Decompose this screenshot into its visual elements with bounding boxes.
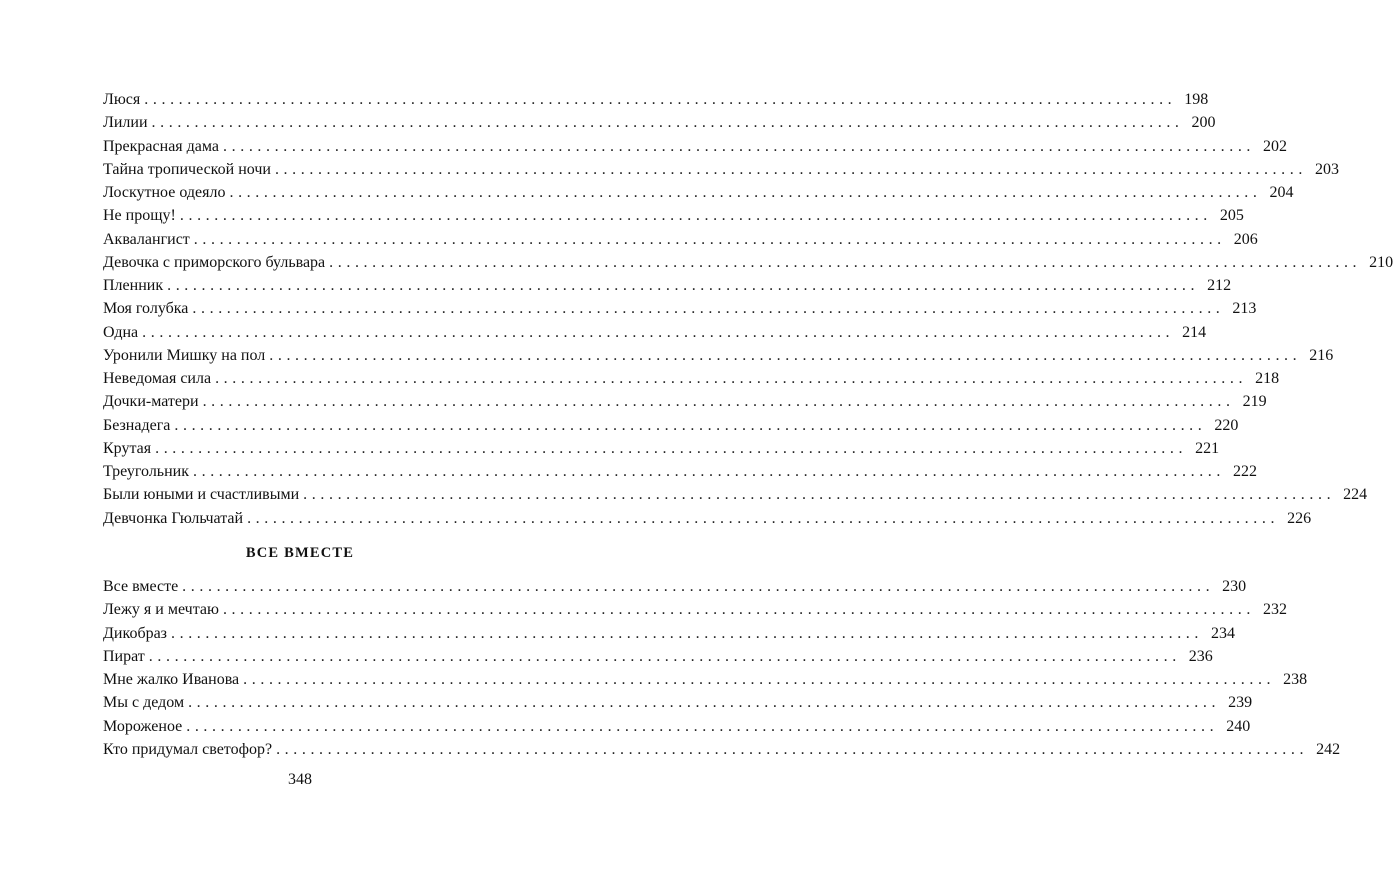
toc-entry-title: Одна (103, 323, 139, 341)
toc-entry (103, 483, 1368, 506)
toc-entry-page: 240 (1226, 717, 1251, 735)
toc-entry-page: 210 (1369, 253, 1393, 271)
toc-entry (103, 507, 1312, 530)
toc-entry (103, 622, 1235, 645)
toc-entry-page: 206 (1233, 230, 1258, 248)
toc-entry-title: Аквалангист (103, 230, 190, 248)
toc-entry (103, 344, 1334, 367)
toc-entry-title: Прекрасная дама (103, 137, 220, 155)
toc-dot-leader: ........................................................................................................................ (303, 486, 1336, 504)
toc-dot-leader: ........................................................................................................................ (144, 91, 1177, 108)
toc-dot-leader: ........................................................................................................................ (179, 207, 1212, 225)
toc-entry-page: 224 (1343, 486, 1368, 504)
toc-entry-page: 202 (1263, 137, 1288, 155)
toc-entry-page: 203 (1314, 160, 1339, 178)
toc-dot-leader: ........................................................................................................................ (274, 160, 1307, 178)
toc-entry-title: Люся (103, 91, 141, 108)
toc-entry (103, 414, 1239, 437)
toc-entry-page: 234 (1211, 624, 1235, 642)
toc-entry-title: Кто придумал светофор? (103, 740, 273, 758)
toc-dot-leader: ........................................................................................................................ (171, 624, 1203, 642)
toc-entry-title: Мы с дедом (103, 694, 185, 712)
toc-entry (103, 158, 1339, 181)
toc-dot-leader: ........................................................................................................................ (193, 230, 1226, 248)
toc-entry-title: Неведомая сила (103, 370, 212, 387)
toc-entry-title: Дочки-матери (103, 393, 199, 411)
toc-entry-title: Пират (103, 647, 145, 665)
toc-dot-leader: ........................................................................................................................ (182, 578, 1215, 595)
toc-dot-leader: ........................................................................................................................ (223, 137, 1256, 155)
toc-entry (103, 321, 1207, 344)
toc-list-part1 (103, 88, 1393, 530)
toc-entry (103, 204, 1244, 227)
toc-dot-leader: ........................................................................................................................ (329, 253, 1362, 271)
toc-entry-page: 238 (1283, 671, 1308, 688)
toc-entry-title: Безнадега (103, 416, 171, 434)
toc-entry (103, 738, 1341, 761)
toc-entry (103, 598, 1287, 621)
toc-dot-leader: ........................................................................................................................ (142, 323, 1175, 341)
toc-entry-page: 222 (1233, 463, 1257, 480)
toc-entry-page: 200 (1191, 114, 1216, 132)
toc-entry-page: 220 (1214, 416, 1239, 434)
toc-entry-title: Лилии (103, 114, 148, 132)
toc-entry (103, 297, 1257, 320)
toc-dot-leader: ........................................................................................................................ (148, 647, 1181, 665)
toc-entry (103, 181, 1294, 204)
toc-entry-title: Дикобраз (103, 624, 167, 642)
toc-entry-page: 232 (1262, 601, 1287, 619)
toc-entry (103, 135, 1288, 158)
toc-dot-leader: ........................................................................................................................ (269, 346, 1302, 364)
toc-entry-page: 213 (1232, 300, 1257, 318)
toc-entry-title: Были юными и счастливыми (103, 486, 300, 504)
toc-entry-page: 242 (1316, 740, 1341, 758)
toc-entry-page: 221 (1195, 439, 1220, 457)
toc-entry-page: 216 (1309, 346, 1334, 364)
toc-dot-leader: ........................................................................................................................ (215, 370, 1248, 387)
toc-entry (103, 691, 1253, 714)
toc-entry (103, 460, 1257, 483)
toc-dot-leader: ........................................................................................................................ (243, 671, 1276, 688)
toc-entry-page: 205 (1219, 207, 1244, 225)
toc-dot-leader: ........................................................................................................................ (155, 439, 1188, 457)
toc-entry-title: Девчонка Гюльчатай (103, 509, 244, 527)
toc-dot-leader: ........................................................................................................................ (247, 509, 1280, 527)
toc-dot-leader: ........................................................................................................................ (192, 300, 1225, 318)
toc-dot-leader: ........................................................................................................................ (167, 277, 1200, 294)
toc-entry (103, 274, 1232, 297)
toc-entry-title: Мне жалко Иванова (103, 671, 240, 688)
toc-entry-page: 204 (1269, 184, 1294, 201)
toc-dot-leader: ........................................................................................................................ (151, 114, 1184, 132)
toc-entry-page: 236 (1188, 647, 1213, 665)
toc-entry-title: Все вместе (103, 578, 179, 595)
toc-entry-page: 198 (1184, 91, 1209, 108)
toc-entry-title: Уронили Мишку на пол (103, 346, 266, 364)
toc-dot-leader: ........................................................................................................................ (222, 601, 1255, 619)
toc-entry-title: Моя голубка (103, 300, 189, 318)
toc-entry (103, 228, 1258, 251)
toc-list-part2 (103, 575, 1341, 761)
toc-entry-title: Лоскутное одеяло (103, 184, 226, 201)
toc-entry (103, 668, 1308, 691)
toc-entry (103, 575, 1247, 598)
toc-dot-leader: ........................................................................................................................ (186, 717, 1219, 735)
toc-entry-title: Мороженое (103, 717, 183, 735)
page-number: 348 (288, 771, 312, 788)
toc-entry-title: Тайна тропической ночи (103, 160, 271, 178)
toc-entry-page: 226 (1287, 509, 1312, 527)
toc-entry-page: 218 (1255, 370, 1280, 387)
toc-entry (103, 715, 1251, 738)
toc-entry (103, 645, 1213, 668)
toc-entry (103, 367, 1280, 390)
toc-entry-title: Пленник (103, 277, 164, 294)
toc-dot-leader: ........................................................................................................................ (188, 694, 1221, 712)
toc-entry-page: 212 (1207, 277, 1232, 294)
toc-entry-page: 214 (1182, 323, 1207, 341)
toc-dot-leader: ........................................................................................................................ (202, 393, 1235, 411)
toc-dot-leader: ........................................................................................................................ (276, 740, 1309, 758)
toc-entry-page: 239 (1228, 694, 1253, 712)
toc-entry (103, 437, 1220, 460)
toc-dot-leader: ........................................................................................................................ (229, 184, 1262, 201)
toc-entry-title: Крутая (103, 439, 152, 457)
toc-entry (103, 111, 1216, 134)
toc-entry-title: Не прощу! (103, 207, 176, 225)
toc-entry-title: Треугольник (103, 463, 189, 480)
toc-entry-page: 230 (1222, 578, 1247, 595)
toc-entry (103, 390, 1267, 413)
section-heading: ВСЕ ВМЕСТЕ (245, 545, 355, 561)
toc-entry-page: 219 (1242, 393, 1267, 411)
toc-entry-title: Лежу я и мечтаю (103, 601, 219, 619)
toc-dot-leader: ........................................................................................................................ (174, 416, 1207, 434)
toc-dot-leader: ........................................................................................................................ (193, 463, 1225, 480)
toc-entry (103, 251, 1393, 274)
toc-entry-title: Девочка с приморского бульвара (103, 253, 326, 271)
toc-entry (103, 88, 1209, 111)
